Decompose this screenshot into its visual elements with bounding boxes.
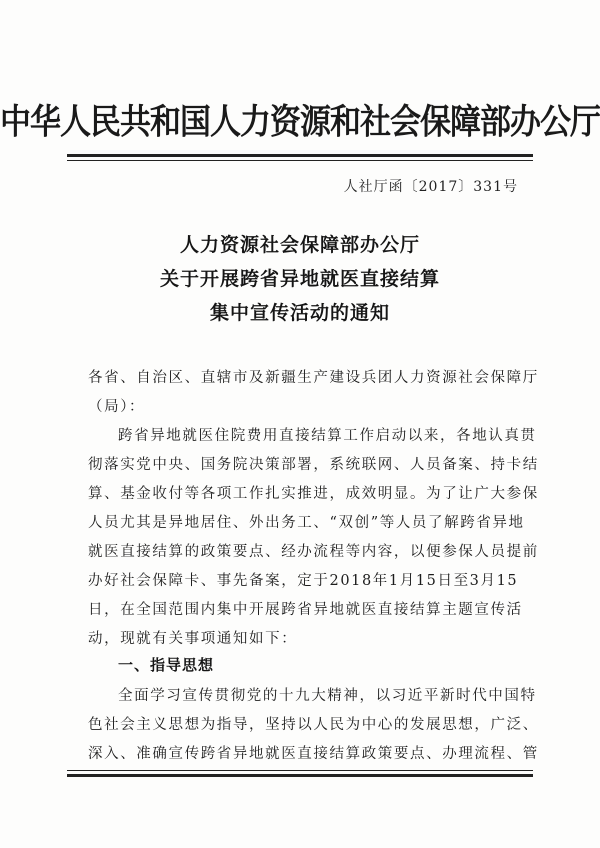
paragraph-line: 动，现就有关事项通知如下： xyxy=(88,631,298,647)
paragraph-line: 全面学习宣传贯彻党的十九大精神，以习近平新时代中国特 xyxy=(118,688,537,704)
title-line: 集中宣传活动的通知 xyxy=(209,302,390,324)
footer-divider-thick xyxy=(67,774,533,777)
section-heading: 一、指导思想 xyxy=(118,656,215,674)
footer-divider-thin xyxy=(67,770,533,771)
paragraph-line: 办好社会保障卡、事先备案，定于2018年1月15日至3月15 xyxy=(88,573,519,589)
title-line: 关于开展跨省异地就医直接结算 xyxy=(159,268,440,290)
addressee-line: （局）： xyxy=(88,399,146,415)
paragraph-line: 彻落实党中央、国务院决策部署，系统联网、人员备案、持卡结 xyxy=(88,457,539,473)
title-line: 人力资源社会保障部办公厅 xyxy=(179,234,420,256)
paragraph-line: 就医直接结算的政策要点、经办流程等内容，以便参保人员提前 xyxy=(88,544,539,560)
addressee-line: 各省、自治区、直辖市及新疆生产建设兵团人力资源社会保障厅 xyxy=(88,370,539,386)
paragraph-line: 深入、准确宣传跨省异地就医直接结算政策要点、办理流程、管 xyxy=(88,746,539,762)
header-divider-thick xyxy=(67,154,533,157)
paragraph-line: 人员尤其是异地居住、外出务工、“双创”等人员了解跨省异地 xyxy=(88,515,525,531)
paragraph-line: 日，在全国范围内集中开展跨省异地就医直接结算主题宣传活 xyxy=(88,602,523,618)
issuer-header: 中华人民共和国人力资源和社会保障部办公厅 xyxy=(0,102,600,143)
document-number: 人社厅函〔2017〕331号 xyxy=(343,179,518,195)
paragraph-line: 跨省异地就医住院费用直接结算工作启动以来，各地认真贯 xyxy=(118,428,537,444)
paragraph-line: 色社会主义思想为指导，坚持以人民为中心的发展思想，广泛、 xyxy=(88,717,539,733)
paragraph-line: 算、基金收付等各项工作扎实推进，成效明显。为了让广大参保 xyxy=(88,486,539,502)
header-divider-thin xyxy=(67,160,533,161)
